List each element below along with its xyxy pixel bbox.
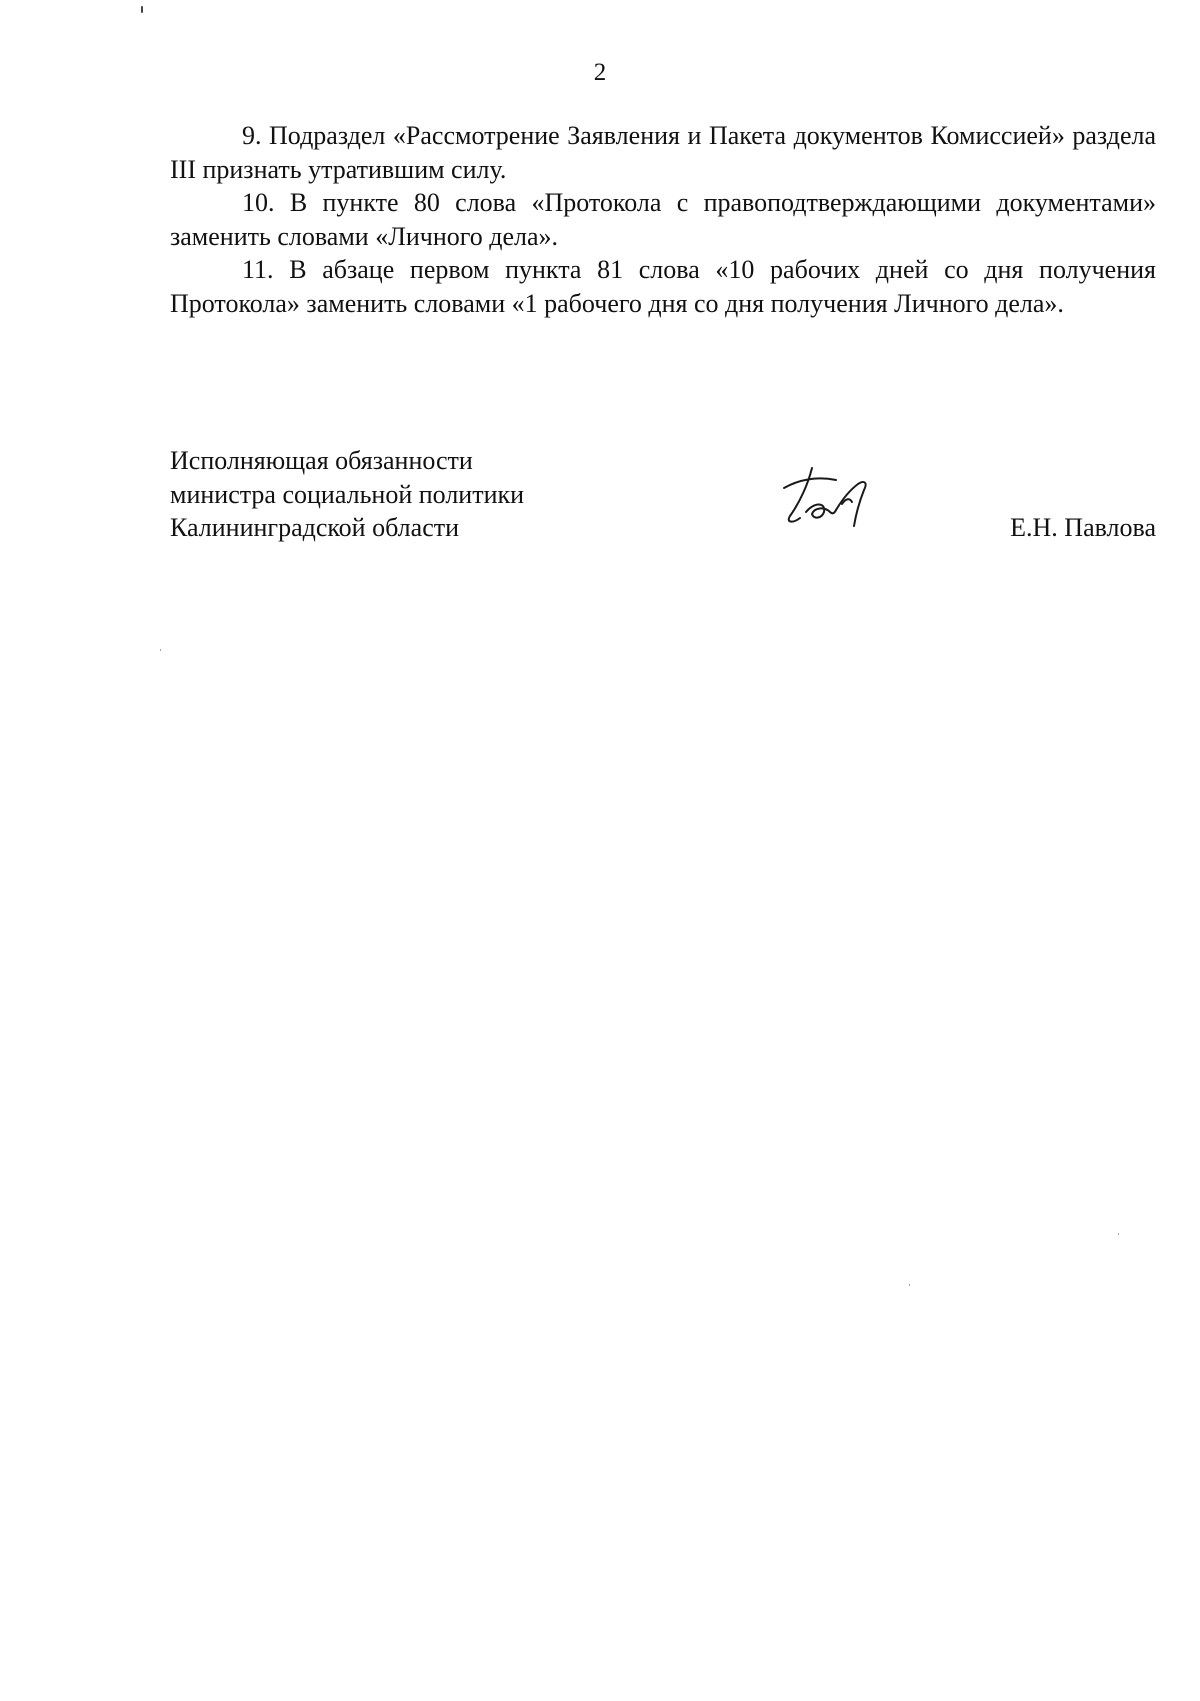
paragraph-9-line-2: Комиссией» раздела III признать утратившим силу. — [170, 121, 1156, 184]
signer-position-line-2: министра социальной политики — [170, 479, 525, 509]
paragraph-10-line-2: документами» заменить словами «Личного дела». — [170, 188, 1156, 251]
scan-speck — [1118, 1233, 1119, 1235]
signer-position — [170, 444, 524, 545]
signer-name: Е.Н. Павлова — [1010, 513, 1156, 542]
scan-speck — [909, 1284, 910, 1286]
signature-block — [170, 444, 1156, 554]
paragraph-10 — [170, 186, 1156, 253]
paragraph-11-line-1: 11. В абзаце первом пункта 81 слова «10 рабочих дней со дня получения — [242, 255, 1156, 284]
scan-speck — [160, 649, 161, 651]
scan-speck — [141, 6, 143, 13]
paragraph-11 — [170, 253, 1156, 320]
document-body — [170, 119, 1156, 320]
paragraph-10-line-1: 10. В пункте 80 слова «Протокола с правоподтверждающими — [242, 188, 982, 217]
paragraph-11-line-3: дела». — [995, 288, 1064, 318]
paragraph-11-line-2: Протокола» заменить словами «1 рабочего дня со дня получения Личного — [170, 288, 989, 318]
paragraph-9 — [170, 119, 1156, 186]
signature-icon — [778, 464, 888, 539]
signer-position-line-1: Исполняющая обязанности — [170, 446, 473, 475]
signer-position-line-3: Калининградской области — [170, 513, 460, 542]
page-number: 2 — [593, 59, 607, 86]
paragraph-9-line-1: 9. Подраздел «Рассмотрение Заявления и Пакета документов — [242, 121, 923, 150]
